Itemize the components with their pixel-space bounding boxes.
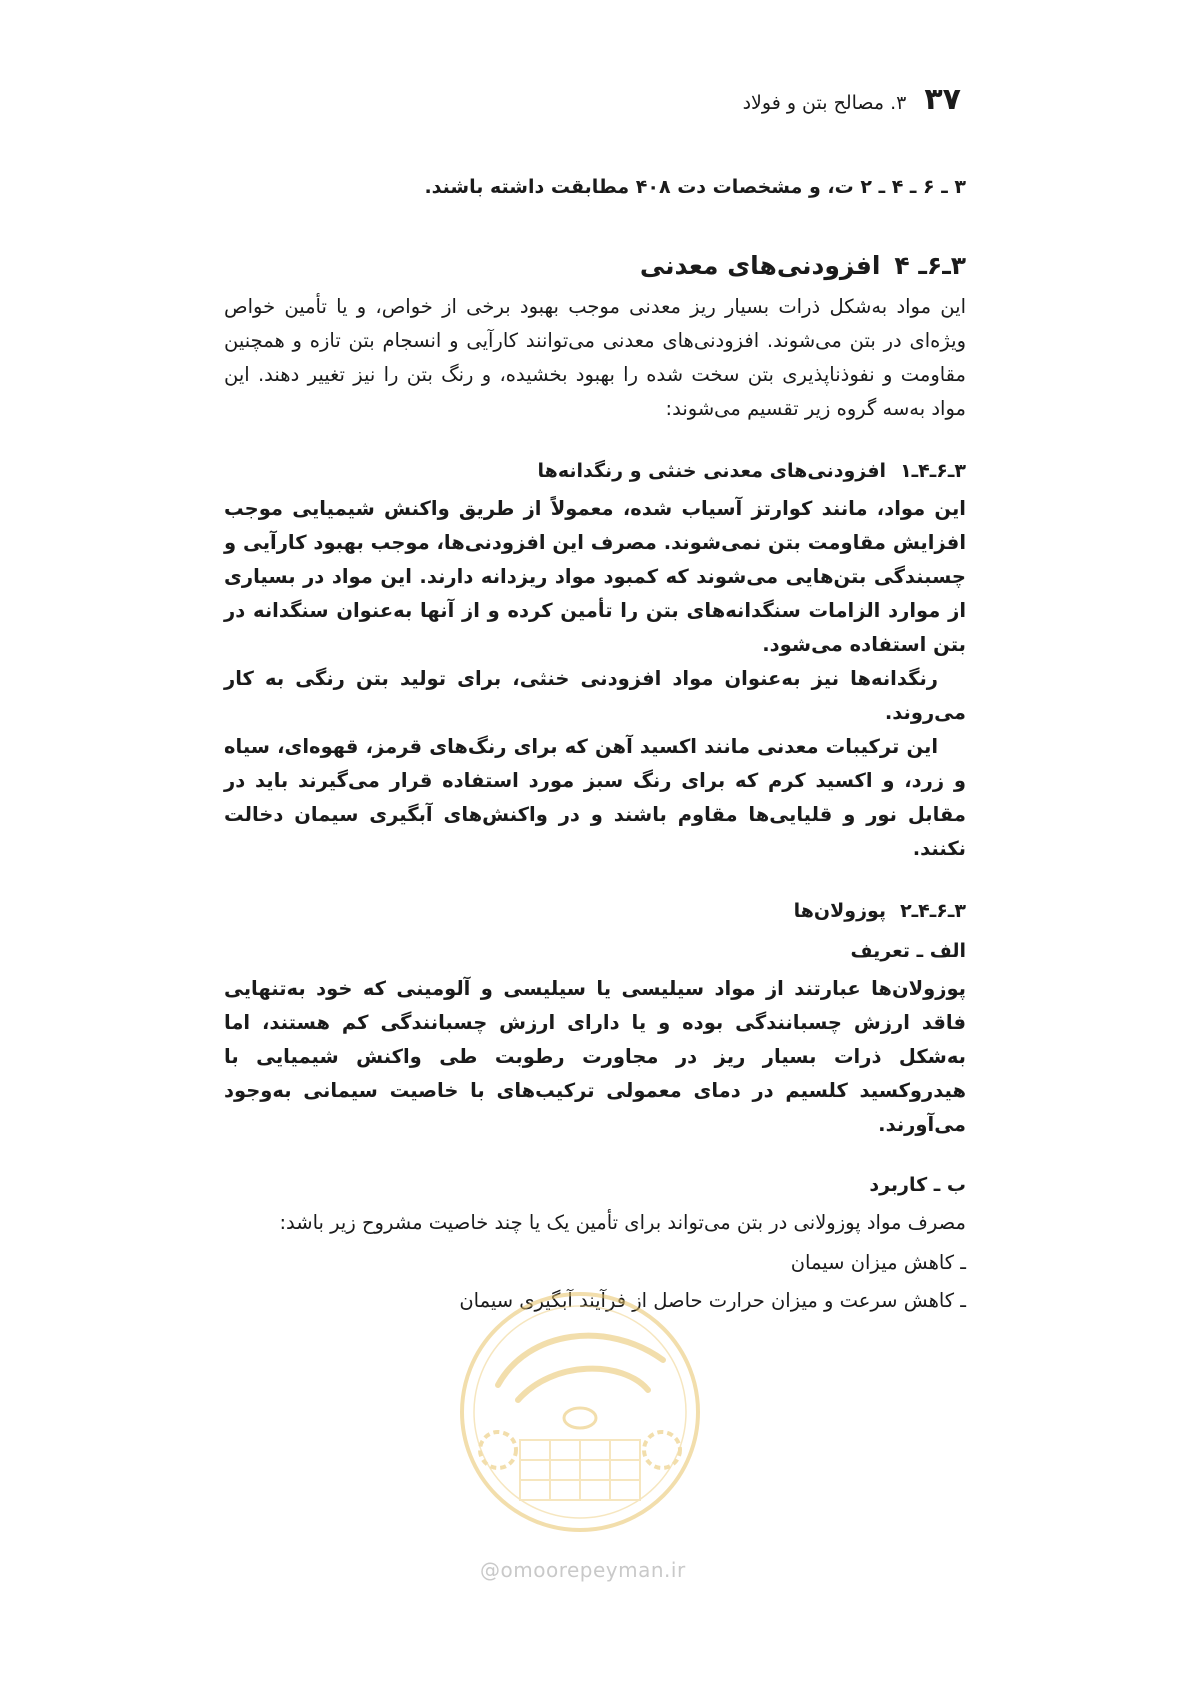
seal-emblem: [564, 1408, 596, 1428]
subsection-1-number: ۳ـ۶ـ۴ـ۱: [900, 460, 966, 482]
definition-paragraph: پوزولان‌ها عبارتند از مواد سیلیسی یا سیلیسی و آلومینی که خود به‌تنهایی فاقد ارزش چسبانندگی بوده و یا دارای ارزش چسبانندگی کم هستند، اما به‌شکل ذرات بسیار ریز در مجاورت رطوبت طی واکنش شیمیایی با هیدروکسید کلسیم در دمای معمولی ترکیب‌های با خاصیت سیمانی به‌وجود می‌آورند.: [224, 977, 966, 1136]
watermark-caption: @omoorepeyman.ir: [480, 1558, 686, 1582]
list-item: ـ کاهش میزان سیمان: [790, 1251, 966, 1274]
subsection-2-title: پوزولان‌ها: [793, 900, 887, 922]
seal-grid: [520, 1440, 640, 1500]
watermark-seal: [458, 1290, 702, 1534]
subsection-1-paragraph-1: این مواد، مانند کوارتز آسیاب شده، معمولاً از طریق واکنش شیمیایی موجب افزایش مقاومت بتن نمی‌شوند. مصرف این افزودنی‌ها، موجب بهبود کارآیی و چسبندگی بتن‌هایی می‌شوند که کمبود مواد ریزدانه دارند. این مواد در بسیاری از موارد الزامات سنگدانه‌های بتن را تأمین کرده و از آنها به‌عنوان سنگدانه در بتن استفاده می‌شود.: [224, 497, 966, 656]
subsection-1-paragraph-3: این ترکیبات معدنی مانند اکسید آهن که برای رنگ‌های قرمز، قهوه‌ای، سیاه و زرد، و اکسید کرم که برای رنگ سبز مورد استفاده قرار می‌گیرند باید در مقابل نور و قلیایی‌ها مقاوم باشند و در واکنش‌های آبگیری سیمان دخالت نکنند.: [224, 735, 966, 860]
usage-heading: ب ـ کاربرد: [869, 1174, 966, 1196]
page-header: [743, 82, 961, 117]
usage-paragraph: مصرف مواد پوزولانی در بتن می‌تواند برای تأمین یک یا چند خاصیت مشروح زیر باشد:: [279, 1211, 966, 1234]
list-item: ـ کاهش سرعت و میزان حرارت حاصل از فرآیند آبگیری سیمان: [459, 1289, 966, 1312]
section-title: افزودنی‌های معدنی: [639, 251, 881, 280]
page-number: ۳۷: [924, 82, 961, 117]
section-paragraph: این مواد به‌شکل ذرات بسیار ریز معدنی موجب بهبود برخی از خواص، و یا تأمین خواص ویژه‌ای در بتن می‌شوند. افزودنی‌های معدنی می‌توانند کارآیی و انسجام بتن تازه و همچنین مقاومت و نفوذناپذیری بتن سخت شده را بهبود بخشیده، و رنگ بتن را نیز تغییر دهند. این مواد به‌سه گروه زیر تقسیم می‌شوند:: [224, 295, 966, 420]
subsection-1-heading: [224, 456, 966, 486]
running-title: ۳. مصالح بتن و فولاد: [742, 92, 907, 114]
subsection-2-heading: [224, 896, 966, 926]
definition-heading: الف ـ تعریف: [850, 940, 966, 962]
section-number: ۳ـ۶ـ ۴: [894, 251, 966, 280]
subsection-1-paragraph-2: رنگدانه‌ها نیز به‌عنوان مواد افزودنی خنثی، برای تولید بتن رنگی به کار می‌روند.: [224, 667, 966, 724]
page-body: [224, 170, 966, 1320]
section-heading: [224, 248, 966, 284]
seal-script-flourish: [498, 1336, 663, 1400]
subsection-1-title: افزودنی‌های معدنی خنثی و رنگدانه‌ها: [537, 460, 887, 482]
gear-icon: [644, 1432, 680, 1468]
continuation-line: ۳ ـ ۶ ـ ۴ ـ ۲ ت، و مشخصات دت ۴۰۸ مطابقت داشته باشند.: [424, 176, 966, 198]
gear-icon: [480, 1432, 516, 1468]
subsection-2-number: ۳ـ۶ـ۴ـ۲: [900, 900, 966, 922]
